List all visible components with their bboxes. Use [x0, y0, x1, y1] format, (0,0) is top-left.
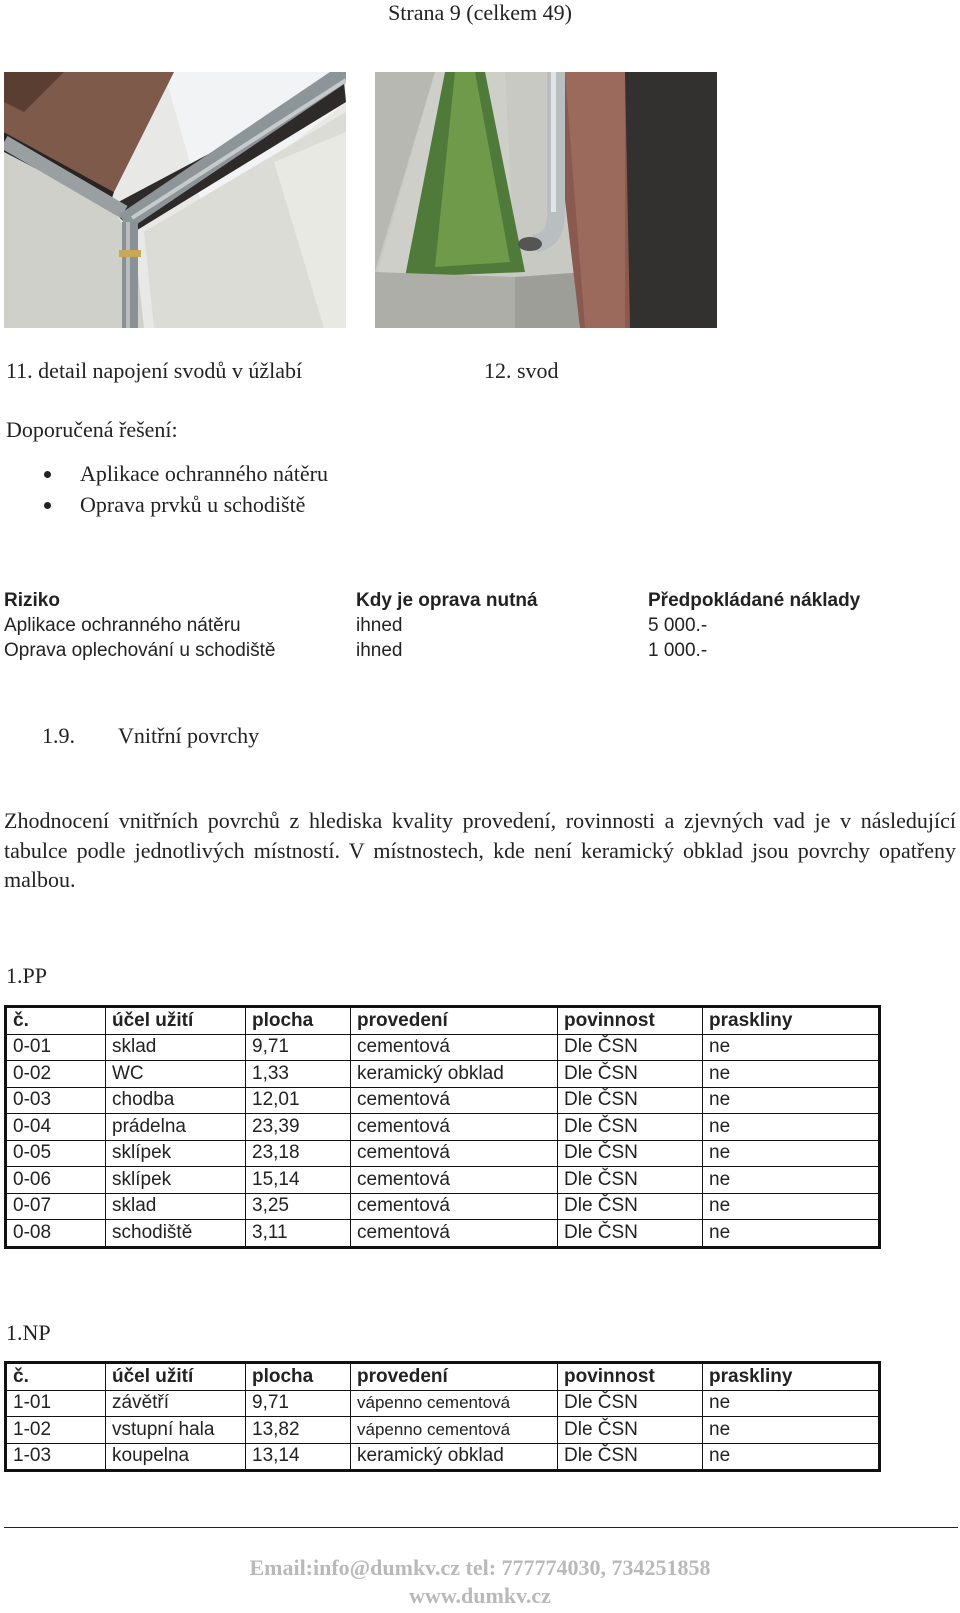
table-row — [6, 1417, 880, 1444]
column-header: provedení — [351, 1363, 558, 1391]
table-cell: 0-05 — [6, 1140, 106, 1167]
table-cell: Dle ČSN — [558, 1193, 703, 1220]
page-number-header: Strana 9 (celkem 49) — [388, 0, 572, 25]
table-cell: 23,39 — [246, 1114, 351, 1141]
table-cell: ihned — [356, 639, 403, 661]
table-cell: Dle ČSN — [558, 1417, 703, 1444]
table-cell: sklípek — [106, 1140, 246, 1167]
table-cell: Aplikace ochranného nátěru — [4, 614, 241, 636]
photo-downspout — [375, 72, 717, 328]
table-cell: 0-06 — [6, 1167, 106, 1194]
table-row — [6, 1193, 880, 1220]
table-cell: Dle ČSN — [558, 1220, 703, 1248]
table-cell: 1 000.- — [648, 639, 708, 661]
table-cell: ne — [703, 1140, 880, 1167]
table-row — [4, 613, 934, 638]
table-cell: cementová — [351, 1114, 558, 1141]
table-cell: cementová — [351, 1034, 558, 1061]
table-cell: ne — [703, 1443, 880, 1471]
table-cell: Oprava oplechování u schodiště — [4, 639, 276, 661]
photo-caption-2: 12. svod — [484, 358, 559, 383]
table-row — [6, 1034, 880, 1061]
table-cell: 15,14 — [246, 1167, 351, 1194]
table-cell: ne — [703, 1390, 880, 1417]
table-cell: 3,25 — [246, 1193, 351, 1220]
table-cell: keramický obklad — [351, 1443, 558, 1471]
table-cell: cementová — [351, 1167, 558, 1194]
table-cell: ne — [703, 1417, 880, 1444]
gutter-valley-image — [4, 72, 346, 328]
table-cell: 0-02 — [6, 1061, 106, 1088]
table-cell: 0-08 — [6, 1220, 106, 1248]
table-cell: ne — [703, 1220, 880, 1248]
column-header: praskliny — [703, 1007, 880, 1035]
floor-label-1np: 1.NP — [6, 1320, 51, 1345]
table-cell: 23,18 — [246, 1140, 351, 1167]
table-row — [6, 1087, 880, 1114]
footer — [0, 1554, 960, 1610]
header-kdy: Kdy je oprava nutná — [356, 589, 538, 611]
list-item: Oprava prvků u schodiště — [40, 489, 328, 520]
table-row — [4, 638, 934, 663]
table-cell: 3,11 — [246, 1220, 351, 1248]
table-cell: WC — [106, 1061, 246, 1088]
recommendations-list — [40, 458, 328, 520]
table-cell: keramický obklad — [351, 1061, 558, 1088]
table-cell: sklad — [106, 1034, 246, 1061]
table-cell: Dle ČSN — [558, 1087, 703, 1114]
table-cell: vápenno cementová — [351, 1417, 558, 1444]
table-row — [6, 1220, 880, 1248]
table-cell: 13,82 — [246, 1417, 351, 1444]
table-row — [6, 1114, 880, 1141]
table-cell: 1-01 — [6, 1390, 106, 1417]
table-cell: 1-02 — [6, 1417, 106, 1444]
table-cell: ne — [703, 1167, 880, 1194]
list-item: Aplikace ochranného nátěru — [40, 458, 328, 489]
table-cell: 0-01 — [6, 1034, 106, 1061]
header-naklady: Předpokládané náklady — [648, 589, 861, 611]
table-row — [6, 1061, 880, 1088]
column-header: povinnost — [558, 1007, 703, 1035]
column-header: provedení — [351, 1007, 558, 1035]
table-cell: ne — [703, 1114, 880, 1141]
table-cell: 0-03 — [6, 1087, 106, 1114]
column-header: povinnost — [558, 1363, 703, 1391]
photo-caption-1: 11. detail napojení svodů v úžlabí — [6, 358, 303, 383]
column-header: plocha — [246, 1363, 351, 1391]
risk-table — [4, 588, 934, 663]
room-table-1pp — [4, 1005, 881, 1249]
table-cell: cementová — [351, 1087, 558, 1114]
recommendations-title: Doporučená řešení: — [6, 417, 178, 442]
table-cell: Dle ČSN — [558, 1167, 703, 1194]
column-header: účel užití — [106, 1363, 246, 1391]
photo-gutter-valley-detail — [4, 72, 346, 328]
table-cell: Dle ČSN — [558, 1443, 703, 1471]
column-header: účel užití — [106, 1007, 246, 1035]
column-header: č. — [6, 1363, 106, 1391]
table-cell: vstupní hala — [106, 1417, 246, 1444]
table-cell: 5 000.- — [648, 614, 708, 636]
table-cell: ne — [703, 1061, 880, 1088]
table-cell: cementová — [351, 1193, 558, 1220]
table-cell: ne — [703, 1193, 880, 1220]
table-cell: vápenno cementová — [351, 1390, 558, 1417]
table-cell: 0-04 — [6, 1114, 106, 1141]
column-header: č. — [6, 1007, 106, 1035]
table-header-row — [6, 1363, 880, 1391]
table-row — [6, 1140, 880, 1167]
header-riziko: Riziko — [4, 589, 60, 611]
table-cell: cementová — [351, 1220, 558, 1248]
table-cell: Dle ČSN — [558, 1061, 703, 1088]
table-cell: ihned — [356, 614, 403, 636]
table-cell: 0-07 — [6, 1193, 106, 1220]
table-row — [6, 1390, 880, 1417]
table-cell: ne — [703, 1034, 880, 1061]
section-paragraph: Zhodnocení vnitřních povrchů z hlediska kvality provedení, rovinnosti a zjevných vad je v následující tabulce podle jednotlivých místností. V místnostech, kde není keramický obklad jsou povrchy opatřeny malbou. — [4, 808, 956, 892]
table-cell: Dle ČSN — [558, 1140, 703, 1167]
table-cell: prádelna — [106, 1114, 246, 1141]
table-cell: schodiště — [106, 1220, 246, 1248]
table-cell: Dle ČSN — [558, 1034, 703, 1061]
table-cell: Dle ČSN — [558, 1114, 703, 1141]
table-cell: 1,33 — [246, 1061, 351, 1088]
section-heading — [42, 723, 259, 749]
table-cell: ne — [703, 1087, 880, 1114]
floor-label-1pp: 1.PP — [6, 963, 47, 988]
table-cell: 9,71 — [246, 1390, 351, 1417]
table-cell: 1-03 — [6, 1443, 106, 1471]
section-title: Vnitřní povrchy — [118, 723, 260, 748]
table-cell: koupelna — [106, 1443, 246, 1471]
footer-contact: Email:info@dumkv.cz tel: 777774030, 734251858 — [249, 1555, 711, 1580]
room-table-1np — [4, 1361, 881, 1472]
table-row — [6, 1167, 880, 1194]
table-header-row — [6, 1007, 880, 1035]
downspout-image — [375, 72, 717, 328]
column-header: praskliny — [703, 1363, 880, 1391]
table-cell: Dle ČSN — [558, 1390, 703, 1417]
table-cell: chodba — [106, 1087, 246, 1114]
table-row — [6, 1443, 880, 1471]
footer-divider — [4, 1527, 958, 1528]
table-cell: sklad — [106, 1193, 246, 1220]
table-cell: závětří — [106, 1390, 246, 1417]
table-cell: 9,71 — [246, 1034, 351, 1061]
column-header: plocha — [246, 1007, 351, 1035]
table-cell: 13,14 — [246, 1443, 351, 1471]
table-header-row — [4, 588, 934, 613]
table-cell: cementová — [351, 1140, 558, 1167]
footer-website: www.dumkv.cz — [409, 1583, 551, 1608]
table-cell: sklípek — [106, 1167, 246, 1194]
section-number: 1.9. — [42, 723, 75, 748]
table-cell: 12,01 — [246, 1087, 351, 1114]
